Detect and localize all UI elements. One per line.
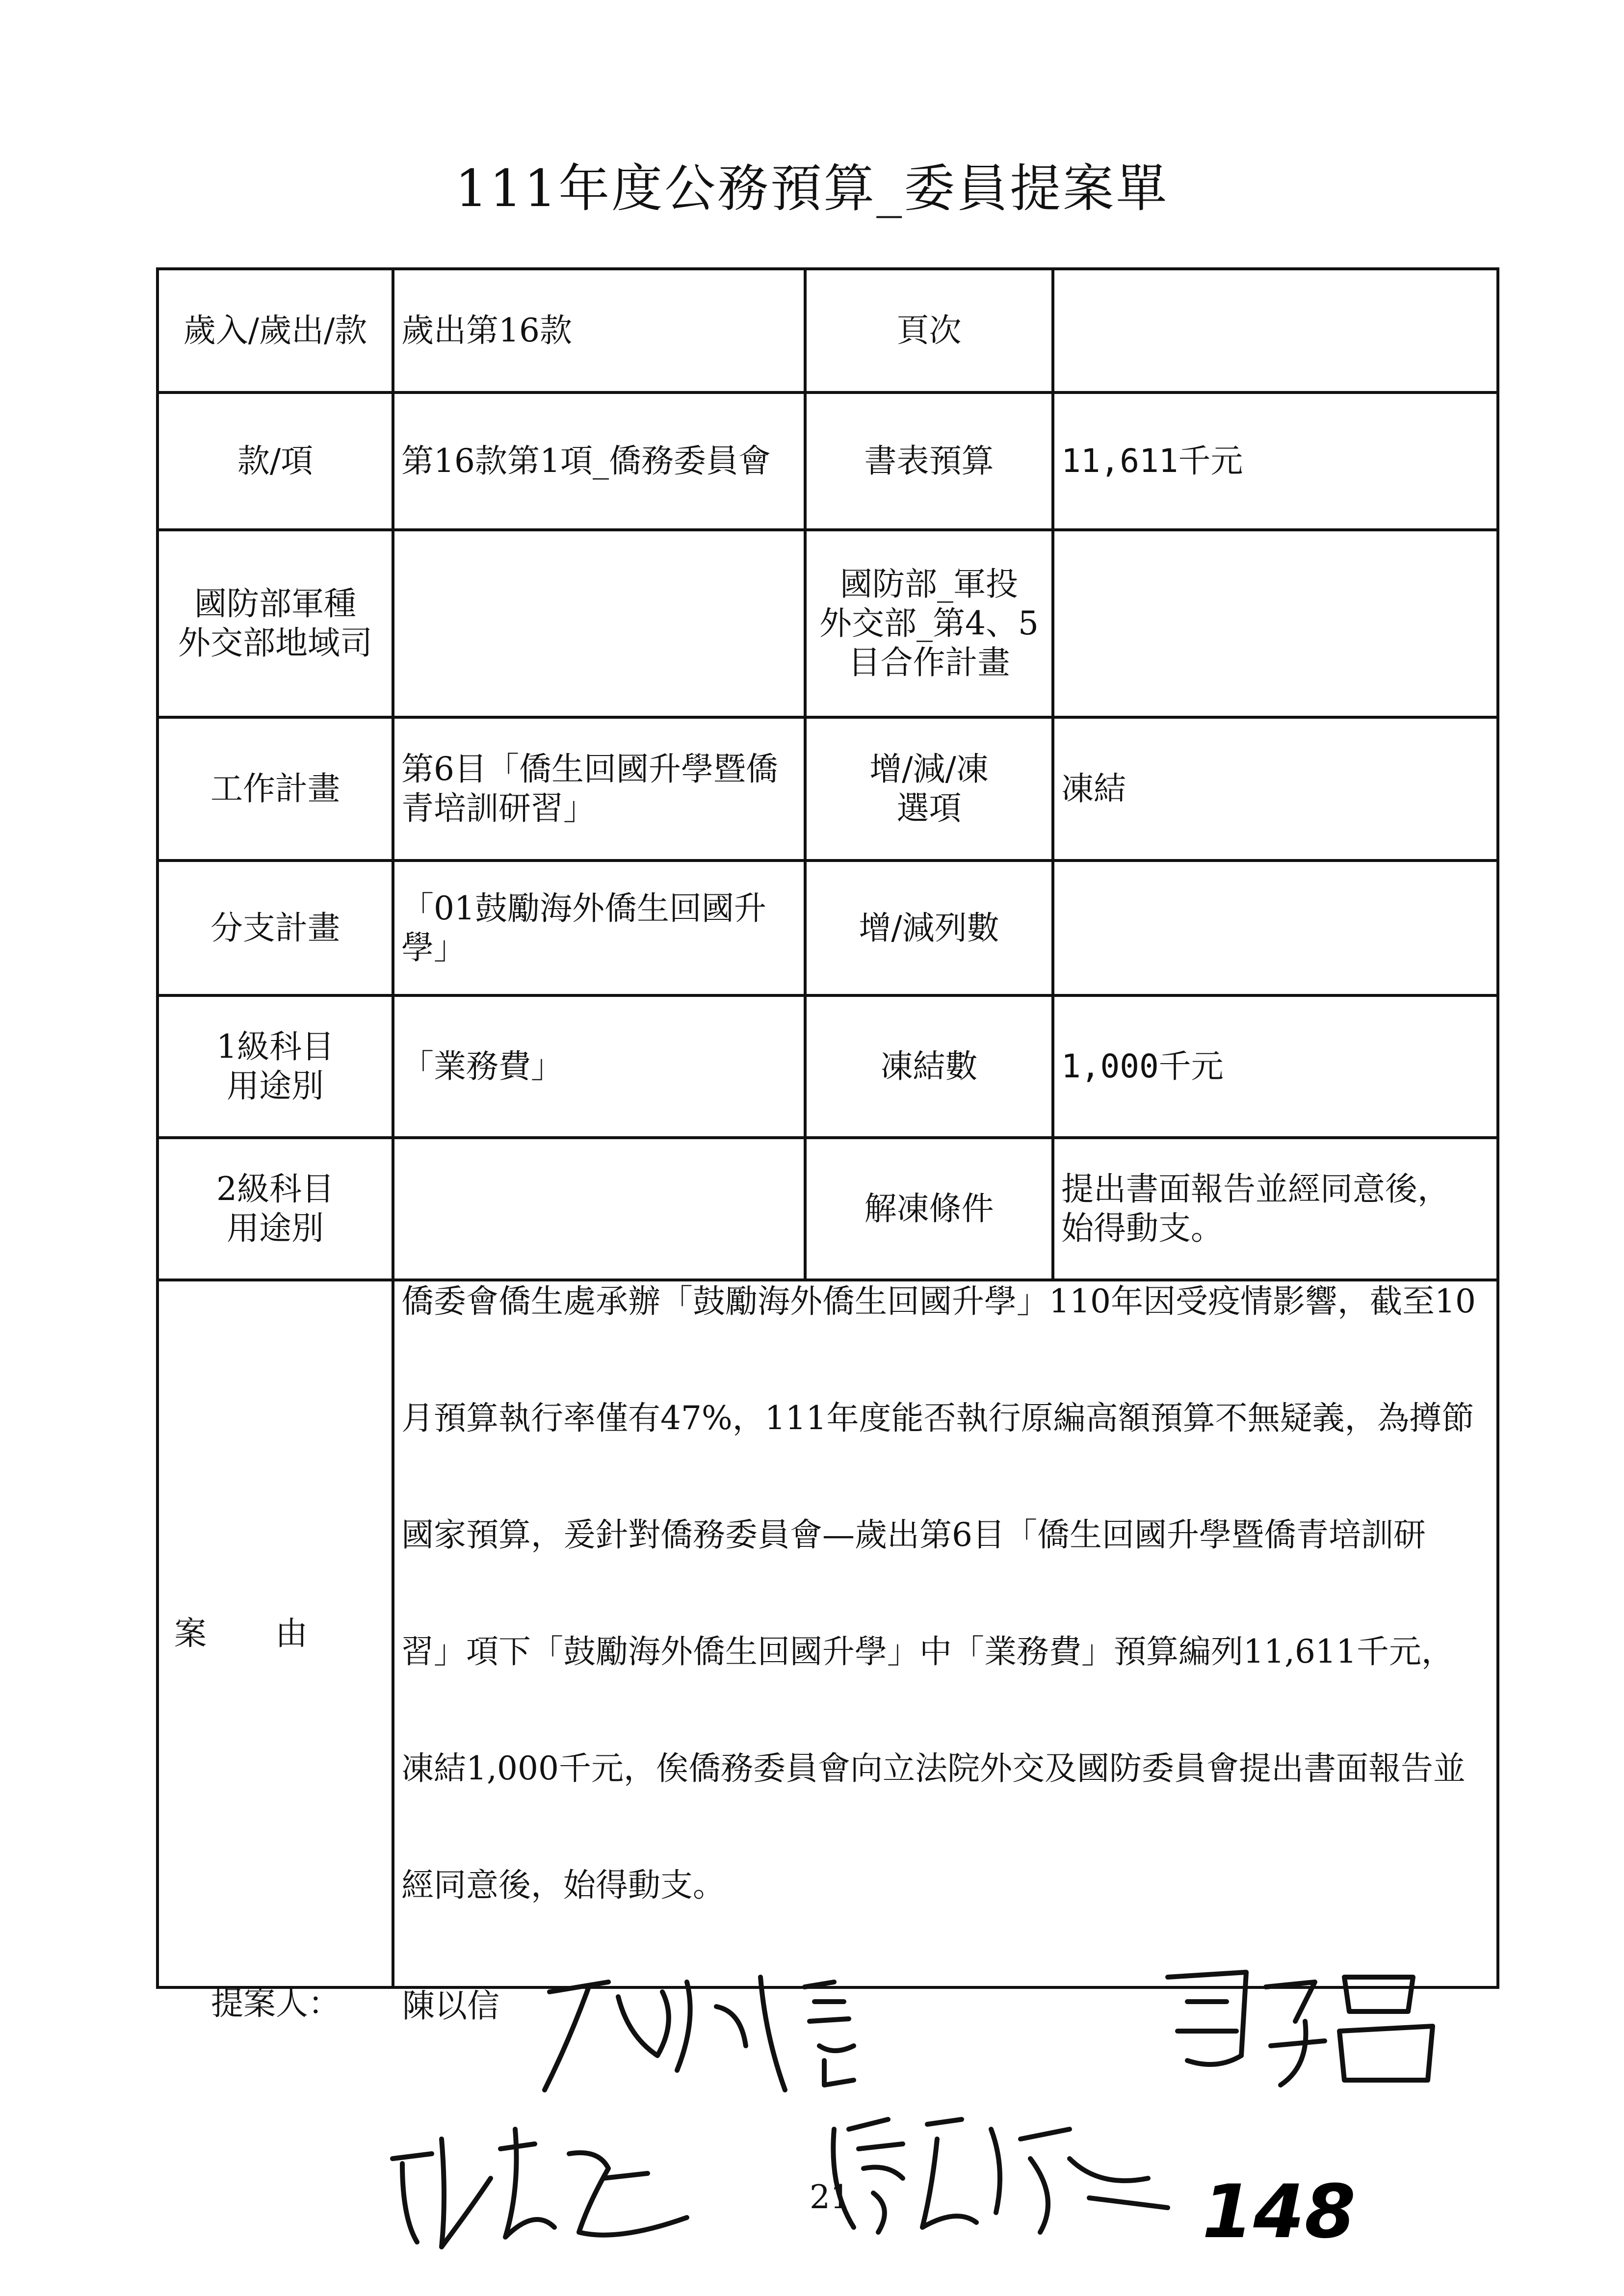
field-label: 款/項 xyxy=(157,392,393,530)
proposer-label: 提案人： xyxy=(211,1985,341,2021)
field-value xyxy=(393,717,805,861)
field-value: 「業務費」 xyxy=(393,995,805,1138)
field-label-line: 增/減/凍 xyxy=(869,750,989,788)
reason-label: 案由 xyxy=(157,1280,393,1987)
field-value: 11,611千元 xyxy=(1053,392,1498,530)
reason-row xyxy=(157,1280,1498,1987)
field-label-line: 國防部軍種 xyxy=(194,585,356,623)
field-label xyxy=(805,717,1053,861)
field-value: 第16款第1項_僑務委員會 xyxy=(393,392,805,530)
field-value-line: 青培訓研習」 xyxy=(401,789,596,827)
handwritten-signature xyxy=(373,2110,746,2267)
field-label xyxy=(805,530,1053,717)
reason-line: 經同意後，始得動支。 xyxy=(401,1866,725,1904)
reason-line: 習」項下「鼓勵海外僑生回國升學」中「業務費」預算編列11,611千元， xyxy=(401,1633,1454,1670)
field-label: 頁次 xyxy=(805,269,1053,392)
field-label-line: 外交部_第4、5 xyxy=(819,604,1039,642)
proposal-form xyxy=(156,267,1499,1989)
reason-line: 國家預算，爰針對僑務委員會—歲出第6目「僑生回國升學暨僑青培訓研 xyxy=(401,1516,1426,1554)
document-title: 111年度公務預算_委員提案單 xyxy=(455,158,1169,218)
handwritten-signature xyxy=(1158,1957,1452,2105)
field-value xyxy=(1053,861,1498,995)
field-value-line: 「01鼓勵海外僑生回國升 xyxy=(401,889,766,927)
field-value-line: 學」 xyxy=(401,928,466,966)
field-value xyxy=(1053,1138,1498,1280)
reason-line: 凍結1,000千元，俟僑務委員會向立法院外交及國防委員會提出書面報告並 xyxy=(401,1749,1466,1787)
field-label: 歲入/歲出/款 xyxy=(157,269,393,392)
form-row xyxy=(157,861,1498,995)
field-label xyxy=(157,1138,393,1280)
field-label: 解凍條件 xyxy=(805,1138,1053,1280)
form-row xyxy=(157,392,1498,530)
proposer-name: 陳以信 xyxy=(402,1987,499,2024)
page-number: 21 xyxy=(810,2178,851,2216)
reason-text xyxy=(393,1280,1498,1987)
field-value: 凍結 xyxy=(1053,717,1498,861)
field-label-line: 外交部地域司 xyxy=(178,624,372,662)
field-value: 歲出第16款 xyxy=(393,269,805,392)
form-row xyxy=(157,269,1498,392)
field-label-line: 2級科目 xyxy=(216,1170,334,1208)
field-label xyxy=(157,995,393,1138)
handwritten-page-number-text: 148 xyxy=(1202,2169,1356,2255)
field-label-line: 國防部_軍投 xyxy=(840,565,1018,603)
field-label: 工作計畫 xyxy=(157,717,393,861)
field-label: 分支計畫 xyxy=(157,861,393,995)
field-label xyxy=(157,530,393,717)
field-label: 增/減列數 xyxy=(805,861,1053,995)
form-row xyxy=(157,1138,1498,1280)
field-value: 1,000千元 xyxy=(1053,995,1498,1138)
field-value xyxy=(393,1138,805,1280)
field-value-line: 始得動支。 xyxy=(1061,1209,1223,1247)
field-value xyxy=(393,861,805,995)
field-label: 凍結數 xyxy=(805,995,1053,1138)
field-value-line: 提出書面報告並經同意後， xyxy=(1061,1170,1450,1208)
field-value xyxy=(1053,530,1498,717)
field-label-line: 選項 xyxy=(896,789,962,827)
reason-line: 月預算執行率僅有47%，111年度能否執行原編高額預算不無疑義，為撙節 xyxy=(401,1399,1474,1437)
field-label-line: 用途別 xyxy=(227,1067,324,1105)
field-value xyxy=(1053,269,1498,392)
field-label-line: 目合作計畫 xyxy=(848,644,1010,681)
form-row xyxy=(157,717,1498,861)
handwritten-signature xyxy=(814,2100,1187,2262)
field-label: 書表預算 xyxy=(805,392,1053,530)
handwritten-page-number xyxy=(1192,2164,1379,2262)
field-value xyxy=(393,530,805,717)
field-label-line: 用途別 xyxy=(227,1209,324,1247)
field-value-line: 第6目「僑生回國升學暨僑 xyxy=(401,750,778,788)
reason-line: 僑委會僑生處承辦「鼓勵海外僑生回國升學」110年因受疫情影響，截至10 xyxy=(401,1282,1476,1320)
form-row xyxy=(157,995,1498,1138)
field-label-line: 1級科目 xyxy=(216,1028,334,1066)
form-row xyxy=(157,530,1498,717)
